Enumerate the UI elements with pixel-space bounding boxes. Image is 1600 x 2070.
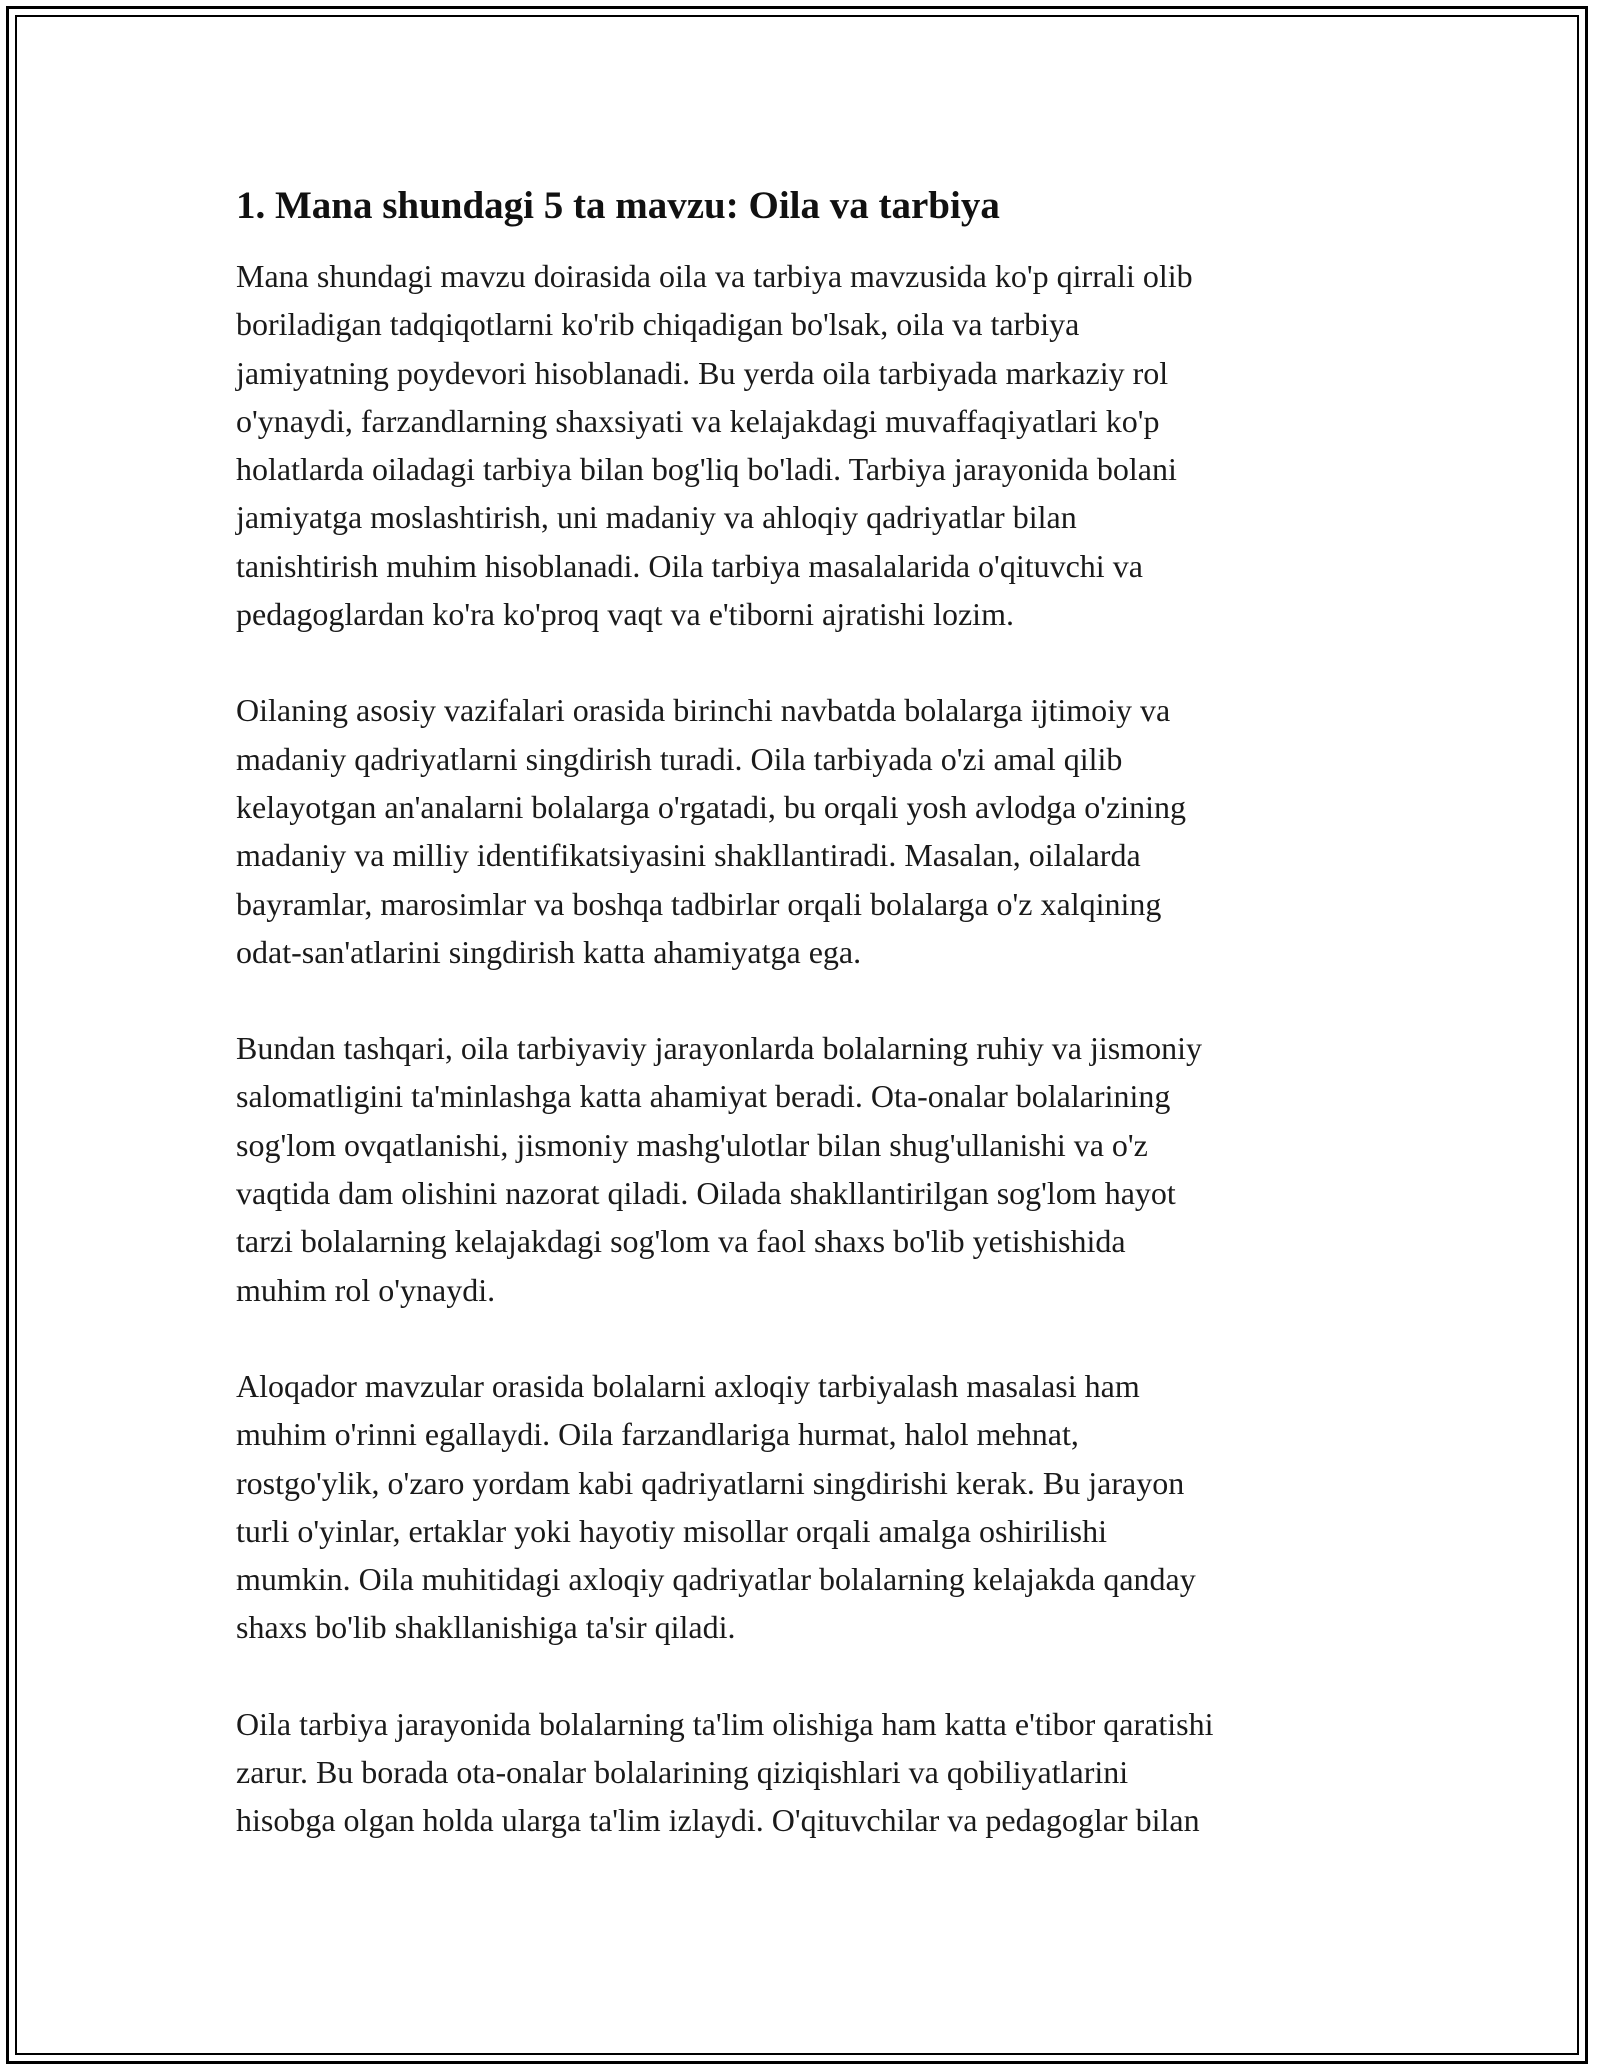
paragraph-3	[236, 1024, 1376, 1314]
text-line: salomatligini ta'minlashga katta ahamiyat beradi. Ota-onalar bolalarining	[236, 1078, 1171, 1115]
text-line: shaxs bo'lib shakllanishiga ta'sir qiladi.	[236, 1609, 736, 1646]
text-line: Oila tarbiya jarayonida bolalarning ta'lim olishiga ham katta e'tibor qaratishi	[236, 1705, 1214, 1742]
text-line: kelayotgan an'analarni bolalarga o'rgatadi, bu orqali yosh avlodga o'zining	[236, 788, 1187, 825]
text-line: Oilaning asosiy vazifalari orasida birinchi navbatda bolalarga ijtimoiy va	[236, 692, 1171, 729]
text-line: bayramlar, marosimlar va boshqa tadbirlar orqali bolalarga o'z xalqining	[236, 885, 1162, 922]
text-line: jamiyatga moslashtirish, uni madaniy va ahloqiy qadriyatlar bilan	[236, 499, 1077, 536]
document-heading: 1. Mana shundagi 5 ta mavzu: Oila va tarbiya	[236, 184, 1000, 227]
document-body	[236, 182, 1376, 1893]
text-line: boriladigan tadqiqotlarni ko'rib chiqadigan bo'lsak, oila va tarbiya	[236, 306, 1080, 343]
paragraph-5	[236, 1700, 1376, 1845]
text-line: madaniy qadriyatlarni singdirish turadi. Oila tarbiyada o'zi amal qilib	[236, 740, 1123, 777]
text-line: jamiyatning poydevori hisoblanadi. Bu yerda oila tarbiyada markaziy rol	[236, 354, 1169, 391]
text-line: zarur. Bu borada ota-onalar bolalarining qiziqishlari va qobiliyatlarini	[236, 1754, 1129, 1791]
text-line: Mana shundagi mavzu doirasida oila va tarbiya mavzusida ko'p qirrali olib	[236, 258, 1193, 294]
text-line: tanishtirish muhim hisoblanadi. Oila tarbiya masalalarida o'qituvchi va	[236, 547, 1143, 584]
text-line: muhim rol o'ynaydi.	[236, 1271, 496, 1308]
text-line: Bundan tashqari, oila tarbiyaviy jarayonlarda bolalarning ruhiy va jismoniy	[236, 1030, 1202, 1067]
text-line: hisobga olgan holda ularga ta'lim izlaydi. O'qituvchilar va pedagoglar bilan	[236, 1802, 1200, 1839]
text-line: mumkin. Oila muhitidagi axloqiy qadriyatlar bolalarning kelajakda qanday	[236, 1561, 1196, 1598]
text-line: odat-san'atlarini singdirish katta ahamiyatga ega.	[236, 933, 862, 970]
text-line: tarzi bolalarning kelajakdagi sog'lom va faol shaxs bo'lib yetishishida	[236, 1223, 1126, 1260]
text-line: pedagoglardan ko'ra ko'proq vaqt va e'tiborni ajratishi lozim.	[236, 596, 1014, 633]
paragraph-2	[236, 686, 1376, 976]
text-line: sog'lom ovqatlanishi, jismoniy mashg'ulotlar bilan shug'ullanishi va o'z	[236, 1126, 1148, 1163]
text-line: vaqtida dam olishini nazorat qiladi. Oilada shakllantirilgan sog'lom hayot	[236, 1175, 1176, 1212]
text-line: Aloqador mavzular orasida bolalarni axloqiy tarbiyalash masalasi ham	[236, 1367, 1140, 1404]
text-line: o'ynaydi, farzandlarning shaxsiyati va kelajakdagi muvaffaqiyatlari ko'p	[236, 402, 1160, 439]
text-line: rostgo'ylik, o'zaro yordam kabi qadriyatlarni singdirishi kerak. Bu jarayon	[236, 1464, 1185, 1501]
text-line: muhim o'rinni egallaydi. Oila farzandlariga hurmat, halol mehnat,	[236, 1416, 1079, 1453]
paragraph-1	[236, 252, 1376, 638]
text-line: turli o'yinlar, ertaklar yoki hayotiy misollar orqali amalga oshirilishi	[236, 1512, 1107, 1549]
text-line: madaniy va milliy identifikatsiyasini shakllantiradi. Masalan, oilalarda	[236, 837, 1141, 874]
paragraph-4	[236, 1362, 1376, 1652]
text-line: holatlarda oiladagi tarbiya bilan bog'liq bo'ladi. Tarbiya jarayonida bolani	[236, 451, 1177, 488]
